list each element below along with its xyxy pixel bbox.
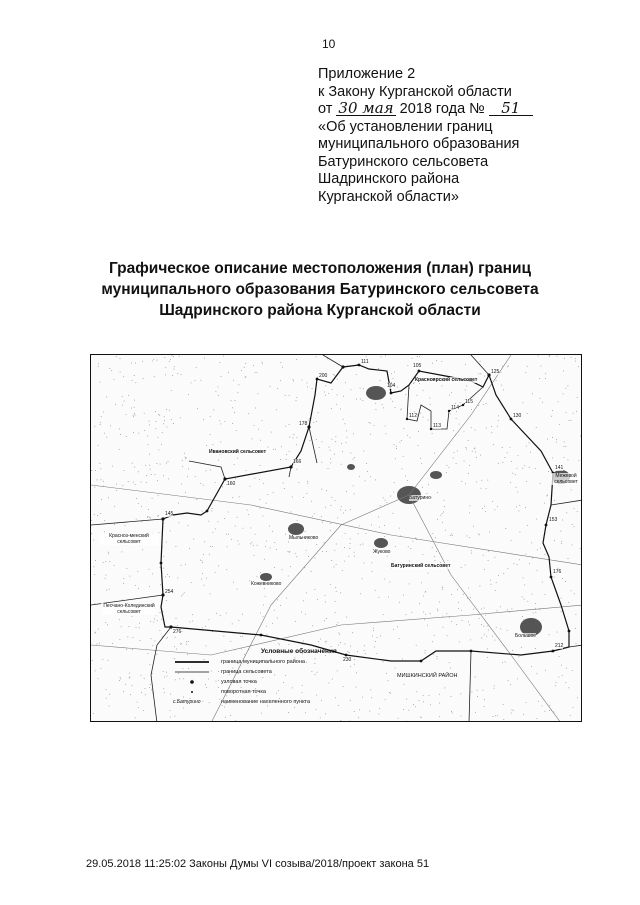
point-number: 114: [451, 405, 459, 411]
legend-sample-name: с.Батурино: [173, 699, 201, 705]
boundary-map: [90, 354, 582, 722]
settlement-blob: [347, 464, 355, 470]
point-number: 112: [409, 413, 417, 419]
turning-point-symbol: [173, 687, 211, 697]
point-number: 160: [227, 481, 236, 487]
place-label: Красноз-менский сельсовет: [99, 533, 159, 545]
point-number: 141: [555, 465, 564, 471]
legend-text: поворотная точка: [221, 689, 266, 695]
year-number-label: 2018 года №: [399, 101, 485, 117]
document-title: [0, 258, 640, 321]
appendix-line: Батуринского сельсовета: [318, 153, 489, 170]
appendix-line: муниципального образования: [318, 136, 520, 152]
place-label: Межевой сельсовет: [551, 473, 581, 485]
point-number: 113: [433, 423, 441, 429]
settlement-blob: [430, 471, 442, 479]
appendix-date-line: [318, 101, 533, 119]
settlement-blob: [374, 538, 388, 548]
settlement-blob: [366, 386, 386, 400]
point-number: 230: [343, 657, 352, 663]
map-legend: [173, 647, 393, 707]
place-label: Песчано-Колединский сельсовет: [101, 603, 157, 615]
legend-text: наименование населенного пункта: [221, 699, 311, 705]
handwritten-law-number: 51: [489, 101, 533, 116]
point-number: 104: [387, 383, 396, 389]
settlement-label: Батурино: [409, 495, 431, 501]
point-number: 130: [513, 413, 522, 419]
point-number: 153: [549, 517, 558, 523]
district-boundary-symbol: [173, 657, 211, 667]
legend-row: [173, 677, 393, 687]
appendix-line: к Закону Курганской области: [318, 83, 512, 100]
place-label: Батуринский сельсовет: [391, 563, 451, 569]
legend-text: граница сельсовета: [221, 669, 272, 675]
settlement-label: Мыльниково: [289, 535, 319, 541]
appendix-line: Приложение 2: [318, 66, 416, 82]
page-number: 10: [322, 37, 336, 51]
point-number: 115: [465, 399, 473, 405]
settlement-label: Большое: [515, 633, 537, 639]
legend-row: [173, 667, 393, 677]
point-number: 105: [413, 363, 422, 369]
settlement-label: Кожевниково: [251, 581, 282, 587]
title-line: Шадринского района Курганской области: [159, 302, 481, 319]
legend-row: [173, 657, 393, 667]
legend-text: граница муниципального района: [221, 659, 305, 665]
settlement-blob: [260, 573, 272, 581]
point-number: 178: [299, 421, 308, 427]
settlement-blob: [288, 523, 304, 535]
title-line: муниципального образования Батуринского сельсовета: [101, 281, 539, 298]
point-number: 111: [361, 359, 369, 365]
settlement-label: Жуково: [373, 549, 391, 555]
appendix-line: Шадринского района: [318, 171, 460, 187]
point-number: 254: [165, 589, 174, 595]
place-label: Ивановский сельсовет: [209, 449, 267, 455]
legend-text: узловая точка: [221, 679, 257, 685]
point-number: 166: [293, 459, 302, 465]
point-number: 212: [555, 643, 564, 649]
appendix-line: Курганской области»: [318, 188, 459, 205]
appendix-line: «Об установлении границ: [318, 118, 493, 135]
point-number: 176: [553, 569, 562, 575]
point-number: 276: [173, 629, 182, 635]
handwritten-date: 30 мая: [338, 99, 394, 117]
selsoviet-boundary-symbol: [173, 667, 211, 677]
legend-row: [173, 687, 393, 697]
appendix-header: [318, 66, 533, 206]
date-prefix: от: [318, 101, 333, 117]
legend-title: Условные обозначения: [261, 648, 337, 655]
boundary-points: [160, 364, 571, 663]
document-footer: 29.05.2018 11:25:02 Законы Думы VI созыва/2018/проект закона 51: [86, 858, 430, 870]
nodal-point-symbol: [173, 677, 211, 687]
title-line: Графическое описание местоположения (план) границ: [108, 260, 532, 277]
district-label: МИШКИНСКИЙ РАЙОН: [397, 673, 458, 679]
legend-row: [173, 697, 393, 707]
place-label: Красноярский сельсовет: [415, 377, 478, 383]
point-number: 125: [491, 369, 500, 375]
point-number: 145: [165, 511, 174, 517]
municipal-boundary: [161, 365, 569, 661]
point-number: 200: [319, 373, 328, 379]
